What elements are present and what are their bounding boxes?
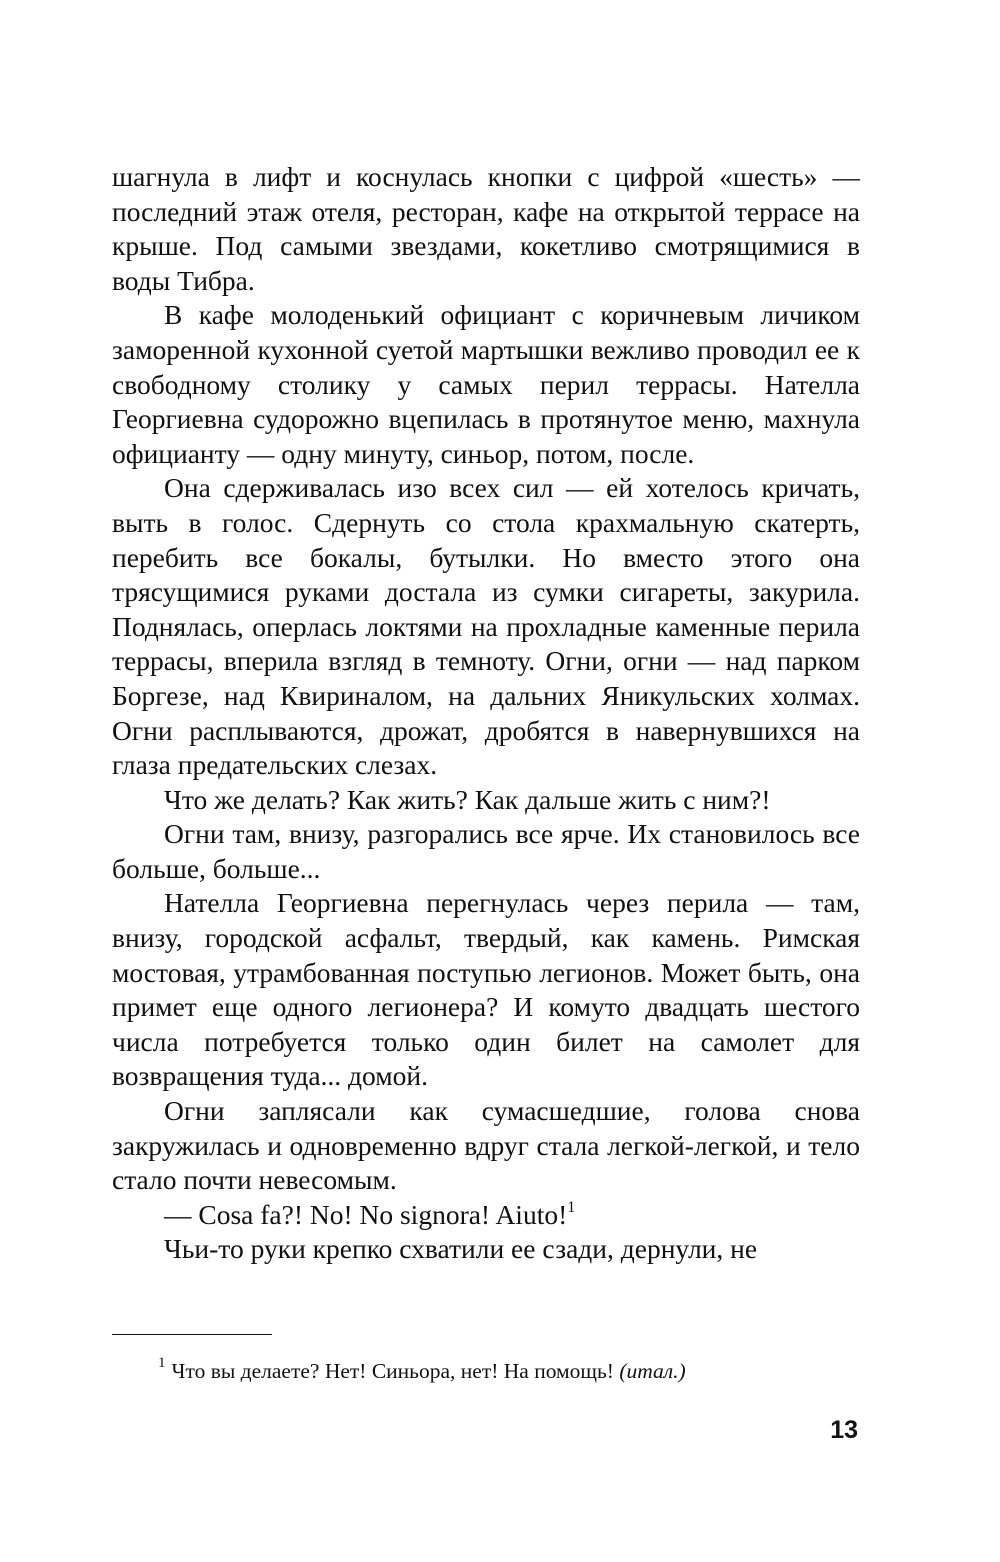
footnote: [158, 1352, 858, 1385]
footnote-text: Что вы делаете? Нет! Синьора, нет! На помощь!: [171, 1359, 614, 1384]
paragraph-1: шагнула в лифт и коснулась кнопки с цифрой «шесть» — последний этаж отеля, ресторан, кафе на открытой террасе на крыше. Под самыми звездами, кокетливо смотрящимися в воды Тибра.: [112, 161, 860, 296]
footnote-language-note: (итал.): [619, 1359, 686, 1384]
paragraph-3: Она сдерживалась изо всех сил — ей хотелось кричать, выть в голос. Сдернуть со стола крахмальную скатерть, перебить все бокалы, бутылки. Но вместо этого она трясущимися руками достала из сумки сигареты, закурила. Поднялась, оперлась локтями на прохладные каменные перила террасы, вперила взгляд в темноту. Огни, огни — над парком Боргезе, над Квириналом, на дальних Яникульских холмах. Огни расплываются, дрожат, дробятся в навернувшихся на глаза предательских слезах.: [112, 472, 860, 781]
paragraph-2: В кафе молоденький официант с коричневым личиком заморенной кухонной суетой мартышки вежливо проводил ее к свободному столику у самых перил террасы. Нателла Георгиевна судорожно вцепилась в протянутое меню, махнула официанту — одну минуту, синьор, потом, после.: [112, 299, 860, 469]
paragraph-4: Что же делать? Как жить? Как дальше жить с ним?!: [164, 783, 771, 815]
paragraph-9: Чьи-то руки крепко схватили ее сзади, дернули, не: [164, 1233, 758, 1265]
footnote-divider: [112, 1334, 272, 1335]
page-number: 13: [830, 1416, 858, 1444]
footnote-reference[interactable]: 1: [567, 1198, 576, 1216]
paragraph-8: [112, 1198, 860, 1233]
paragraph-5: Огни там, внизу, разгорались все ярче. Их становилось все больше, больше...: [112, 818, 860, 884]
italian-exclamation: — Cosa fa?! No! No signora! Aiuto!: [164, 1198, 568, 1230]
main-text: [112, 160, 860, 1267]
footnote-marker: 1: [158, 1355, 166, 1371]
paragraph-7: Огни заплясали как сумасшедшие, голова снова закружилась и одновременно вдруг стала легкой-легкой, и тело стало почти невесомым.: [112, 1095, 860, 1196]
paragraph-6: Нателла Георгиевна перегнулась через перила — там, внизу, городской асфальт, твердый, как камень. Римская мостовая, утрамбованная поступью легионов. Может быть, она примет еще одного легионера? И комуто двадцать шестого числа потребуется только один билет на самолет для возвращения туда... домой.: [112, 887, 860, 1092]
